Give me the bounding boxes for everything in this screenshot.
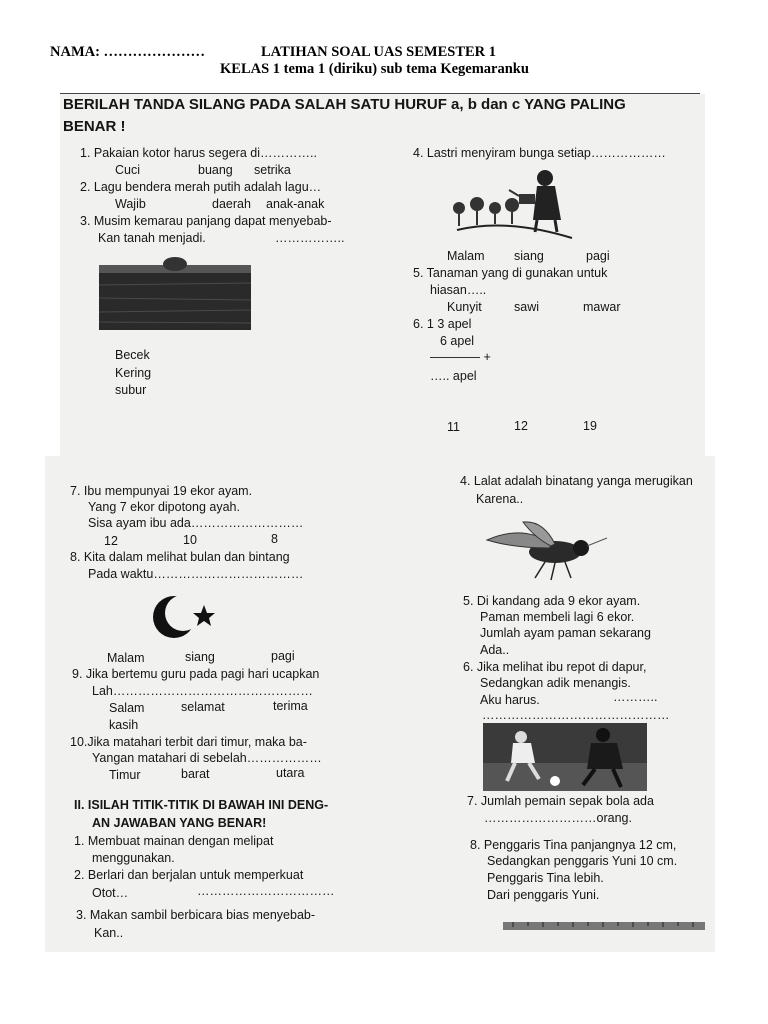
q9-option-a: Salam xyxy=(109,701,145,715)
r-q8-text-line-4: Dari penggaris Yuni. xyxy=(487,888,600,902)
r-q5-text-line-2: Paman membeli lagi 6 ekor. xyxy=(480,610,635,624)
q8-option-c: pagi xyxy=(271,649,295,663)
q4-text: 4. Lastri menyiram bunga setiap……………… xyxy=(413,146,666,160)
q8-option-b: siang xyxy=(185,650,215,664)
worksheet-subtitle: KELAS 1 tema 1 (diriku) sub tema Kegemaranku xyxy=(220,61,529,77)
crescent-moon-and-star-picture xyxy=(146,594,226,640)
q3-text-line-2: Kan tanah menjadi. xyxy=(98,231,206,245)
r-q5-text-line-3: Jumlah ayam paman sekarang xyxy=(480,626,651,640)
section-2-heading-line-2: AN JAWABAN YANG BENAR! xyxy=(92,816,267,830)
q10-option-a: Timur xyxy=(109,768,141,782)
r-q7-text-line-1: 7. Jumlah pemain sepak bola ada xyxy=(467,794,654,808)
q5-option-c: mawar xyxy=(583,300,621,314)
q5-text-line-2: hiasan….. xyxy=(430,283,487,297)
r-q4-text-line-2: Karena.. xyxy=(476,492,524,506)
dry-field-photo xyxy=(99,250,251,330)
q2-option-a: Wajib xyxy=(115,197,146,211)
q3-text-line-1: 3. Musim kemarau panjang dapat menyebab- xyxy=(80,214,332,228)
q9-text-line-2: Lah………………………………………… xyxy=(92,684,313,698)
q5-option-a: Kunyit xyxy=(447,300,482,314)
q5-text-line-1: 5. Tanaman yang di gunakan untuk xyxy=(413,266,608,280)
r-q7-text-line-2: ………………………orang. xyxy=(484,811,632,825)
s2-q2-line-2: Otot… xyxy=(92,886,129,900)
r-q4-text-line-1: 4. Lalat adalah binatang yanga merugikan xyxy=(460,474,693,488)
q3-option-b: Kering xyxy=(115,366,152,380)
q1-option-b: buang xyxy=(198,163,233,177)
r-q6-text-line-3: Aku harus. xyxy=(480,693,540,707)
q2-option-c: anak-anak xyxy=(266,197,325,211)
r-q6-blank-1: ……….. xyxy=(613,690,658,704)
r-q8-text-line-2: Sedangkan penggaris Yuni 10 cm. xyxy=(487,854,678,868)
s2-q3-line-2: Kan.. xyxy=(94,926,124,940)
instruction-line-1: BERILAH TANDA SILANG PADA SALAH SATU HURUF a, b dan c YANG PALING xyxy=(63,96,626,113)
q2-text: 2. Lagu bendera merah putih adalah lagu… xyxy=(80,180,322,194)
instruction-line-2: BENAR ! xyxy=(63,118,126,135)
r-q6-text-line-2: Sedangkan adik menangis. xyxy=(480,676,631,690)
q9-text-line-1: 9. Jika bertemu guru pada pagi hari ucapkan xyxy=(72,667,320,681)
q10-option-b: barat xyxy=(181,767,210,781)
q7-option-c: 8 xyxy=(271,532,278,546)
q7-text-line-2: Yang 7 ekor dipotong ayah. xyxy=(88,500,240,514)
q10-option-c: utara xyxy=(276,766,305,780)
q9-option-c: terima xyxy=(273,699,308,713)
girl-watering-flowers-picture xyxy=(437,168,577,243)
q7-option-b: 10 xyxy=(183,533,197,547)
name-field-label: NAMA: ………………… xyxy=(50,44,206,60)
q7-text-line-3: Sisa ayam ibu ada……………………… xyxy=(88,516,304,530)
r-q8-text-line-3: Penggaris Tina lebih. xyxy=(487,871,604,885)
q4-option-b: siang xyxy=(514,249,544,263)
q5-option-b: sawi xyxy=(514,300,540,314)
q8-option-a: Malam xyxy=(107,651,145,665)
q2-option-b: daerah xyxy=(212,197,251,211)
q6-text-line-2: 6 apel xyxy=(440,334,475,348)
s2-q2-line-1: 2. Berlari dan berjalan untuk memperkuat xyxy=(74,868,304,882)
q10-text-line-2: Yangan matahari di sebelah……………… xyxy=(92,751,322,765)
q8-text-line-2: Pada waktu……………………………… xyxy=(88,567,304,581)
section-2-heading-line-1: II. ISILAH TITIK-TITIK DI BAWAH INI DENG- xyxy=(74,798,329,812)
q4-option-c: pagi xyxy=(586,249,610,263)
soccer-players-photo xyxy=(483,723,647,791)
r-q6-text-line-1: 6. Jika melihat ibu repot di dapur, xyxy=(463,660,647,674)
q1-option-c: setrika xyxy=(254,163,291,177)
r-q8-text-line-1: 8. Penggaris Tina panjangnya 12 cm, xyxy=(470,838,677,852)
s2-q1-line-1: 1. Membuat mainan dengan melipat xyxy=(74,834,274,848)
q6-sum-line: ———— + xyxy=(430,350,491,364)
q6-option-b: 12 xyxy=(514,419,528,433)
q4-option-a: Malam xyxy=(447,249,485,263)
s2-q1-line-2: menggunakan. xyxy=(92,851,175,865)
q10-text-line-1: 10.Jika matahari terbit dari timur, maka ba- xyxy=(70,735,307,749)
q3-option-a: Becek xyxy=(115,348,150,362)
r-q5-text-line-4: Ada.. xyxy=(480,643,510,657)
q1-option-a: Cuci xyxy=(115,163,141,177)
q7-option-a: 12 xyxy=(104,534,118,548)
q6-text-line-1: 6. 1 3 apel xyxy=(413,317,472,331)
q6-result: ….. apel xyxy=(430,369,477,383)
housefly-picture xyxy=(483,518,611,582)
r-q6-blank-2: ……………………………………… xyxy=(482,708,670,722)
q1-text: 1. Pakaian kotor harus segera di………….. xyxy=(80,146,317,160)
s2-q3-line-1: 3. Makan sambil berbicara bias menyebab- xyxy=(76,908,316,922)
q7-text-line-1: 7. Ibu mempunyai 19 ekor ayam. xyxy=(70,484,253,498)
q3-blank: …………….. xyxy=(275,231,345,245)
q3-option-c: subur xyxy=(115,383,147,397)
q6-option-c: 19 xyxy=(583,419,597,433)
ruler-picture xyxy=(503,920,705,932)
r-q5-text-line-1: 5. Di kandang ada 9 ekor ayam. xyxy=(463,594,641,608)
s2-q2-blank: …………………………… xyxy=(197,884,335,898)
q9-option-b: selamat xyxy=(181,700,225,714)
worksheet-title: LATIHAN SOAL UAS SEMESTER 1 xyxy=(261,44,497,60)
q6-option-a: 11 xyxy=(447,420,460,434)
q8-text-line-1: 8. Kita dalam melihat bulan dan bintang xyxy=(70,550,290,564)
q9-option-c-continued: kasih xyxy=(109,718,139,732)
